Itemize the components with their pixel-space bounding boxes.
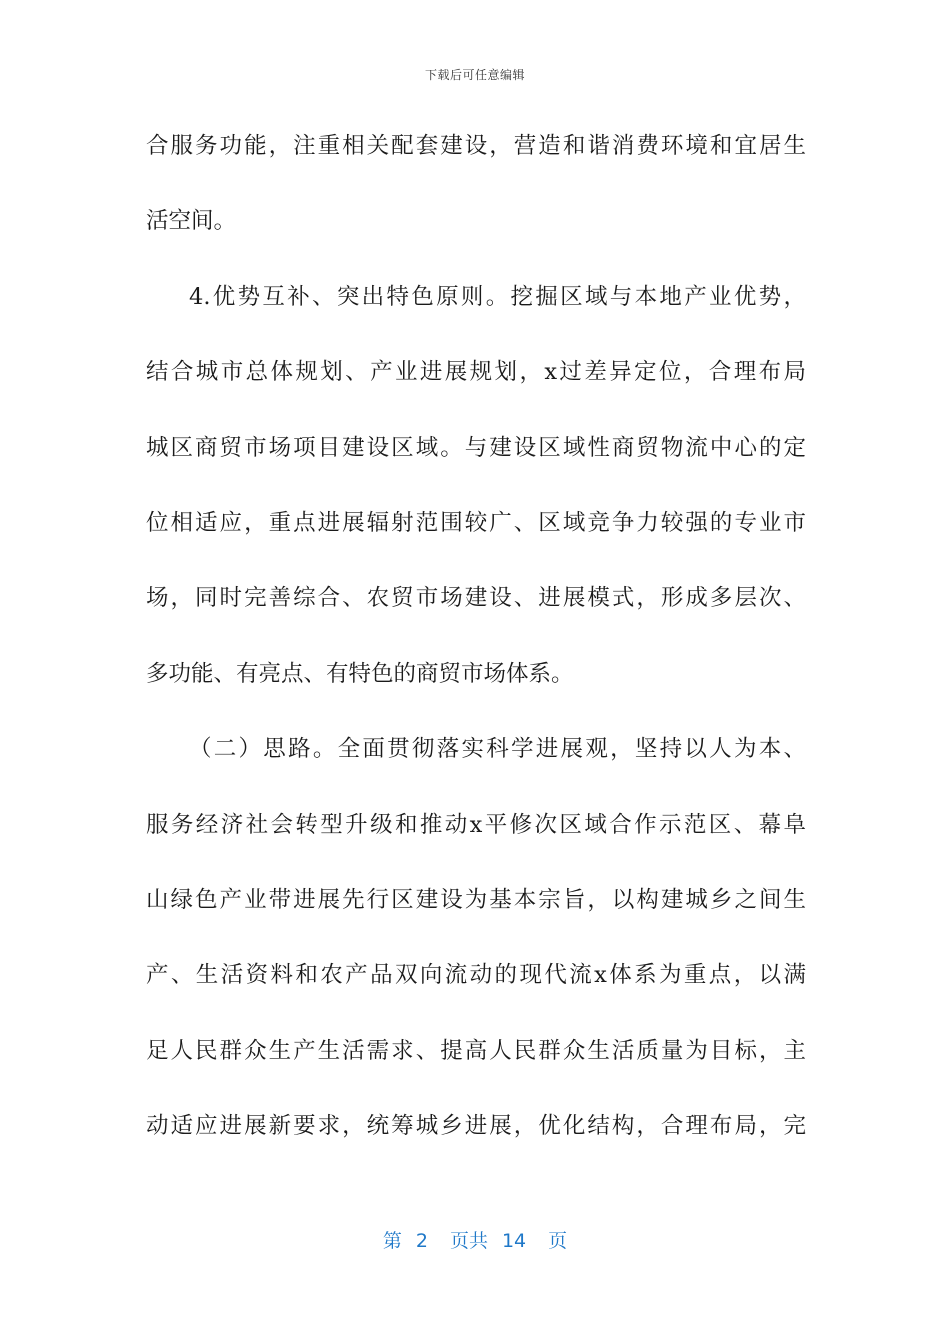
text-line: 山绿色产业带进展先行区建设为基本宗旨，以构建城乡之间生 (146, 886, 806, 913)
text-line: 城区商贸市场项目建设区域。与建设区域性商贸物流中心的定 (146, 434, 806, 461)
text-line: （二）思路。全面贯彻落实科学进展观，坚持以人为本、 (189, 736, 806, 763)
page-header: 下载后可任意编辑 (424, 68, 525, 82)
footer-total-pages: 14 (501, 1230, 527, 1252)
text-line: 产、生活资料和农产品双向流动的现代流x体系为重点，以满 (146, 962, 806, 989)
text-line: 活空间。 (146, 208, 237, 235)
text-line: 场，同时完善综合、农贸市场建设、进展模式，形成多层次、 (146, 585, 806, 612)
page-footer (0, 1226, 950, 1253)
text-line: 合服务功能，注重相关配套建设，营造和谐消费环境和宜居生 (146, 133, 806, 159)
document-body (146, 120, 806, 1175)
text-line: 足人民群众生产生活需求、提高人民群众生活质量为目标，主 (146, 1037, 806, 1064)
text-line: 4.优势互补、突出特色原则。挖掘区域与本地产业优势， (189, 283, 806, 310)
footer-prefix: 第 (382, 1230, 402, 1252)
text-line: 结合城市总体规划、产业进展规划，x过差异定位，合理布局 (146, 359, 806, 386)
text-line: 服务经济社会转型升级和推动x平修次区域合作示范区、幕阜 (146, 811, 806, 838)
text-line: 位相适应，重点进展辐射范围较广、区域竞争力较强的专业市 (146, 509, 806, 536)
text-line: 动适应进展新要求，统筹城乡进展，优化结构，合理布局，完 (146, 1113, 806, 1140)
footer-suffix: 页 (548, 1230, 568, 1252)
footer-page-number: 2 (415, 1230, 428, 1252)
text-line: 多功能、有亮点、有特色的商贸市场体系。 (146, 660, 574, 687)
footer-middle: 页共 (449, 1230, 488, 1252)
